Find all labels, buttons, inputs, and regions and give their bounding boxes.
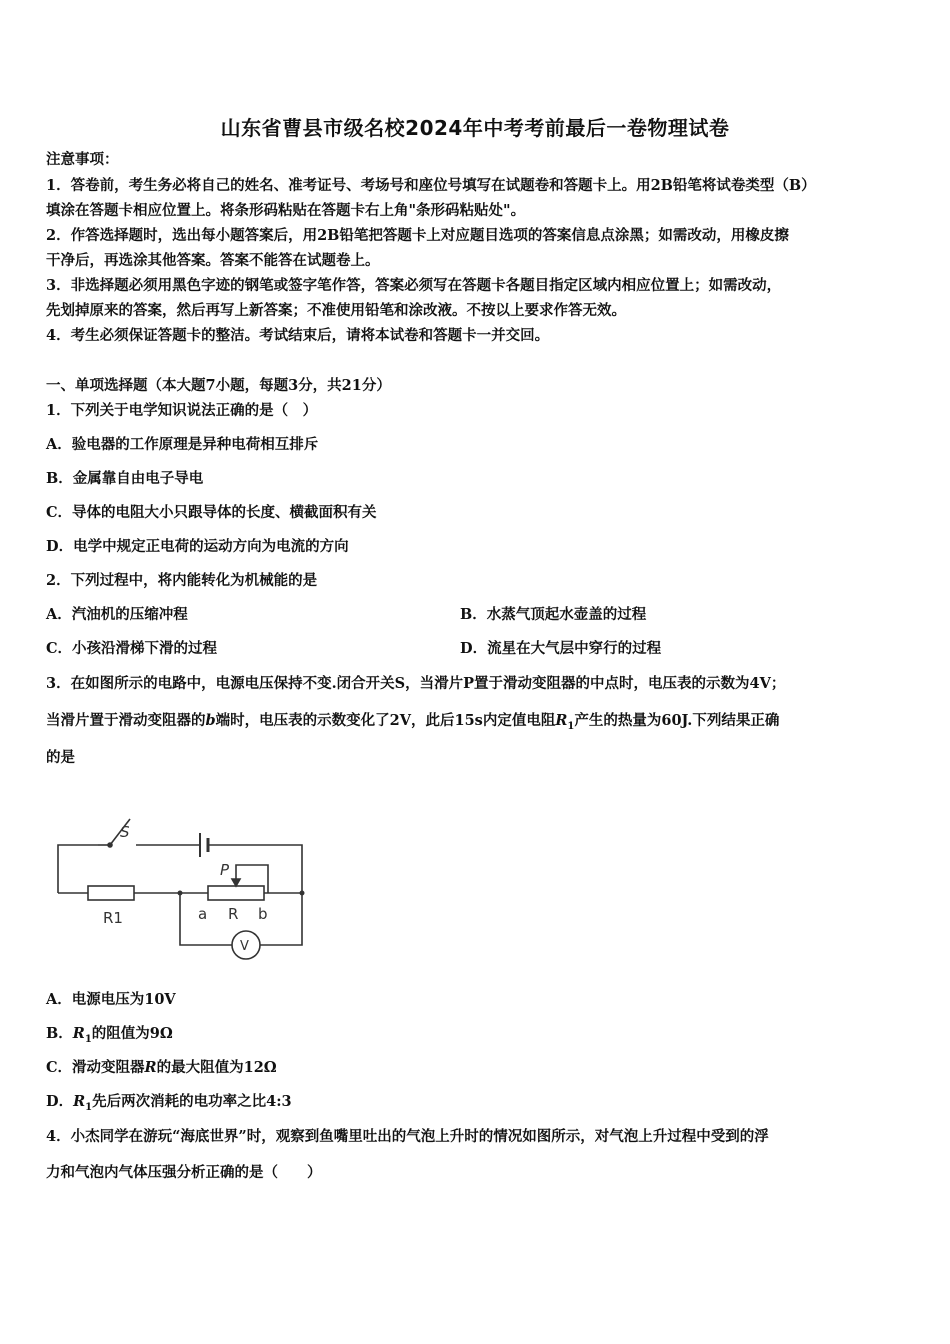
section-heading: 一、单项选择题（本大题7小题，每题3分，共21分）: [46, 377, 391, 394]
question-1-option-a: A．验电器的工作原理是异种电荷相互排斥: [46, 436, 319, 453]
notice-line: 填涂在答题卡相应位置上。将条形码粘贴在答题卡右上角"条形码粘贴处"。: [46, 202, 526, 219]
junction-dot: [300, 891, 305, 896]
notice-line: 1．答卷前，考生务必将自己的姓名、准考证号、考场号和座位号填写在试题卷和答题卡上。用2B铅笔将试卷类型（B）: [46, 177, 816, 194]
notice-line: 4．考生必须保证答题卡的整洁。考试结束后，请将本试卷和答题卡一并交回。: [46, 327, 550, 344]
notice-heading: 注意事项：: [46, 151, 119, 168]
question-1-option-c: C．导体的电阻大小只跟导体的长度、横截面积有关: [46, 504, 377, 521]
label-a: a: [198, 905, 208, 923]
label-b: b: [258, 905, 268, 923]
notice-line: 先划掉原来的答案，然后再写上新答案；不准使用铅笔和涂改液。不按以上要求作答无效。: [46, 302, 626, 319]
question-3-option-a: A．电源电压为10V: [46, 991, 176, 1008]
question-2-option-d: D．流星在大气层中穿行的过程: [460, 640, 662, 657]
question-1-stem: 1．下列关于电学知识说法正确的是（ ）: [46, 402, 318, 419]
question-2-stem: 2．下列过程中，将内能转化为机械能的是: [46, 572, 318, 589]
resistor-r1-icon: [88, 886, 134, 900]
question-3-line-3: 的是: [46, 749, 75, 766]
notice-line: 干净后，再选涂其他答案。答案不能答在试题卷上。: [46, 252, 380, 269]
question-3-line-2: 当滑片置于滑动变阻器的b端时，电压表的示数变化了2V，此后15s内定值电阻$R_1$产生的热量为60J.下列结果正确: [46, 712, 780, 732]
question-4-line-1: 4．小杰同学在游玩“海底世界”时，观察到鱼嘴里吐出的气泡上升时的情况如图所示，对气泡上升过程中受到的浮: [46, 1128, 769, 1145]
question-3-line-1: 3．在如图所示的电路中，电源电压保持不变.闭合开关S，当滑片P置于滑动变阻器的中点时，电压表的示数为4V；: [46, 675, 786, 692]
slider-arrow-icon: [232, 879, 240, 886]
label-r1: R1: [103, 909, 123, 927]
question-3-option-c: C．滑动变阻器R的最大阻值为12Ω: [46, 1059, 277, 1076]
question-4-line-2: 力和气泡内气体压强分析正确的是（ ）: [46, 1164, 322, 1181]
circuit-diagram: [40, 805, 320, 975]
notice-line: 2．作答选择题时，选出每小题答案后，用2B铅笔把答题卡上对应题目选项的答案信息点涂黑；如需改动，用橡皮擦: [46, 227, 789, 244]
notice-line: 3．非选择题必须用黑色字迹的钢笔或签字笔作答，答案必须写在答题卡各题目指定区域内相应位置上；如需改动，: [46, 277, 782, 294]
page-title: 山东省曹县市级名校2024年中考考前最后一卷物理试卷: [220, 116, 730, 140]
question-2-row-1: [46, 605, 906, 625]
question-2-option-a: A．汽油机的压缩冲程: [46, 606, 188, 623]
label-switch: S: [120, 823, 130, 841]
question-1-option-d: D．电学中规定正电荷的运动方向为电流的方向: [46, 538, 349, 555]
label-slider: P: [220, 861, 230, 879]
label-voltmeter: V: [240, 939, 249, 954]
label-r: R: [228, 905, 239, 923]
question-3-option-b: B．$R_1$的阻值为9Ω: [46, 1025, 173, 1045]
question-2-row-2: [46, 639, 906, 659]
question-2-option-c: C．小孩沿滑梯下滑的过程: [46, 640, 218, 657]
question-3-option-d: D．$R_1$先后两次消耗的电功率之比4:3: [46, 1093, 292, 1113]
question-1-option-b: B．金属靠自由电子导电: [46, 470, 204, 487]
junction-dot: [178, 891, 183, 896]
question-2-option-b: B．水蒸气顶起水壶盖的过程: [460, 606, 647, 623]
rheostat-icon: [208, 886, 264, 900]
